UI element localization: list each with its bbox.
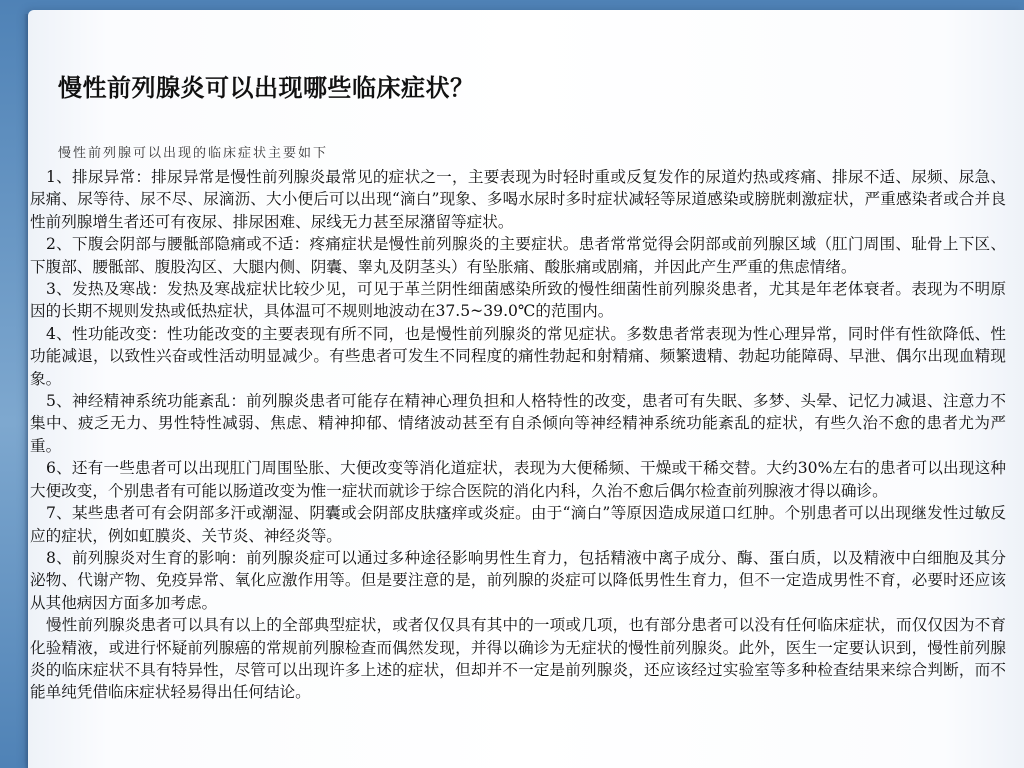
intro-line: 慢性前列腺可以出现的临床症状主要如下 bbox=[58, 146, 329, 161]
paragraph-7: 7、某些患者可有会阴部多汗或潮湿、阴囊或会阴部皮肤瘙痒或炎症。由于“滴白”等原因造成尿道口红肿。个别患者可以出现继发性过敏反应的症状，例如虹膜炎、关节炎、神经炎等。 bbox=[30, 504, 1006, 545]
paragraph-5: 5、神经精神系统功能紊乱：前列腺炎患者可能存在精神心理负担和人格特性的改变，患者可有失眠、多梦、头晕、记忆力减退、注意力不集中、疲乏无力、男性特性减弱、焦虑、精神抑郁、情绪波动甚至有自杀倾向等神经精神系统功能紊乱的症状，有些久治不愈的患者尤为严重。 bbox=[30, 392, 1006, 455]
paragraph-summary: 慢性前列腺炎患者可以具有以上的全部典型症状，或者仅仅具有其中的一项或几项，也有部分患者可以没有任何临床症状，而仅仅因为不育化验精液，或进行怀疑前列腺癌的常规前列腺检查而偶然发现，并得以确诊为无症状的慢性前列腺炎。此外，医生一定要认识到，慢性前列腺炎的临床症状不具有特异性，尽管可以出现许多上述的症状，但却并不一定是前列腺炎，还应该经过实验室等多种检查结果来综合判断，而不能单纯凭借临床症状轻易得出任何结论。 bbox=[30, 616, 1006, 702]
slide-body bbox=[30, 144, 1006, 704]
slide-title: 慢性前列腺炎可以出现哪些临床症状？ bbox=[58, 74, 475, 102]
paragraph-8: 8、前列腺炎对生育的影响：前列腺炎症可以通过多种途径影响男性生育力，包括精液中离子成分、酶、蛋白质，以及精液中白细胞及其分泌物、代谢产物、免疫异常、氧化应激作用等。但是要注意的是，前列腺的炎症可以降低男性生育力，但不一定造成男性不育，必要时还应该从其他病因方面多加考虑。 bbox=[30, 548, 1006, 612]
paragraph-1: 1、排尿异常：排尿异常是慢性前列腺炎最常见的症状之一，主要表现为时轻时重或反复发作的尿道灼热或疼痛、排尿不适、尿频、尿急、尿痛、尿等待、尿不尽、尿滴沥、大小便后可以出现“滴白”现象、多喝水尿时多时症状减轻等尿道感染或膀胱刺激症状，严重感染者或合并良性前列腺增生者还可有夜尿、排尿困难、尿线无力甚至尿潴留等症状。 bbox=[30, 168, 1006, 231]
paragraph-2: 2、下腹会阴部与腰骶部隐痛或不适：疼痛症状是慢性前列腺炎的主要症状。患者常常觉得会阴部或前列腺区域（肛门周围、耻骨上下区、下腹部、腰骶部、腹股沟区、大腿内侧、阴囊、睾丸及阴茎头）有坠胀痛、酸胀痛或剧痛，并因此产生严重的焦虑情绪。 bbox=[30, 235, 1006, 276]
paragraph-6: 6、还有一些患者可以出现肛门周围坠胀、大便改变等消化道症状，表现为大便稀频、干燥或干稀交替。大约30%左右的患者可以出现这种大便改变，个别患者有可能以肠道改变为惟一症状而就诊于综合医院的消化内科，久治不愈后偶尔检查前列腺液才得以确诊。 bbox=[30, 459, 1006, 500]
paragraph-3: 3、发热及寒战：发热及寒战症状比较少见，可见于革兰阴性细菌感染所致的慢性细菌性前列腺炎患者，尤其是年老体衰者。表现为不明原因的长期不规则发热或低热症状，具体温可不规则地波动在37.5~39.0℃的范围内。 bbox=[30, 280, 1006, 321]
paragraph-4: 4、性功能改变：性功能改变的主要表现有所不同，也是慢性前列腺炎的常见症状。多数患者常表现为性心理异常，同时伴有性欲降低、性功能减退，以致性兴奋或性活动明显减少。有些患者可发生不同程度的痛性勃起和射精痛、频繁遗精、勃起功能障碍、早泄、偶尔出现血精现象。 bbox=[30, 324, 1006, 388]
